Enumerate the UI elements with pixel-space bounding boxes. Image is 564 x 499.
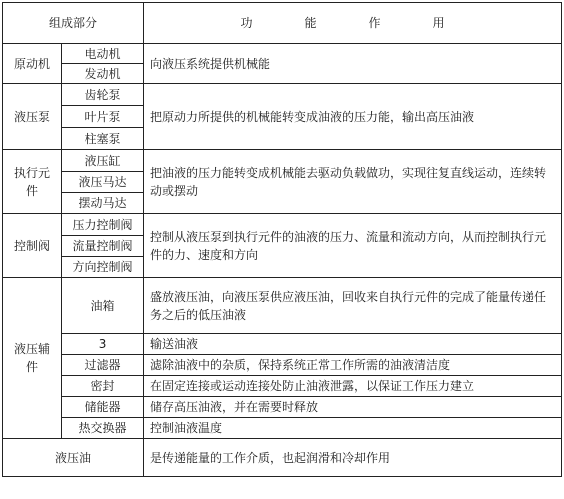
part-cell: 密封	[62, 376, 144, 397]
desc-cell: 是传递能量的工作介质，也起润滑和冷却作用	[144, 439, 562, 477]
group-cell: 原动机	[3, 44, 62, 84]
desc-cell: 在固定连接或运动连接处防止油液泄露，以保证工作压力建立	[144, 376, 562, 397]
header-function: 功 能 作 用	[144, 3, 562, 44]
desc-cell: 向液压系统提供机械能	[144, 44, 562, 84]
desc-cell: 储存高压油液，并在需要时释放	[144, 397, 562, 418]
table-row	[3, 355, 562, 376]
header-row	[3, 3, 562, 44]
table-row	[3, 397, 562, 418]
part-cell: 摆动马达	[62, 193, 144, 214]
table-row	[3, 150, 562, 172]
part-cell: 过滤器	[62, 355, 144, 376]
part-cell: 储能器	[62, 397, 144, 418]
part-cell: 齿轮泵	[62, 84, 144, 106]
group-cell: 控制阀	[3, 214, 62, 278]
table-row	[3, 278, 562, 334]
part-cell: 压力控制阀	[62, 214, 144, 236]
desc-cell: 控制油液温度	[144, 418, 562, 439]
desc-cell: 控制从液压泵到执行元件的油液的压力、流量和流动方向，从而控制执行元件的力、速度和方向	[144, 214, 562, 278]
header-components: 组成部分	[3, 3, 144, 44]
part-cell: 电动机	[62, 44, 144, 64]
desc-cell: 滤除油液中的杂质，保持系统正常工作所需的油液清洁度	[144, 355, 562, 376]
part-cell: 发动机	[62, 64, 144, 84]
table-row	[3, 44, 562, 64]
components-table	[2, 2, 562, 477]
part-cell: 油箱	[62, 278, 144, 334]
desc-cell: 输送油液	[144, 334, 562, 355]
part-cell: 柱塞泵	[62, 128, 144, 150]
desc-cell: 盛放液压油，向液压泵供应液压油，回收来自执行元件的完成了能量传递任务之后的低压油液	[144, 278, 562, 334]
part-cell: 液压马达	[62, 172, 144, 193]
group-cell: 执行元件	[3, 150, 62, 214]
table-row	[3, 214, 562, 236]
desc-cell: 把油液的压力能转变成机械能去驱动负载做功，实现往复直线运动，连续转动或摆动	[144, 150, 562, 214]
part-cell: 热交换器	[62, 418, 144, 439]
part-cell: 3	[62, 334, 144, 355]
group-cell: 液压油	[3, 439, 144, 477]
table-row	[3, 334, 562, 355]
table-row	[3, 439, 562, 477]
part-cell: 流量控制阀	[62, 236, 144, 257]
table-row	[3, 84, 562, 106]
table-row	[3, 418, 562, 439]
group-cell: 液压辅件	[3, 278, 62, 439]
part-cell: 液压缸	[62, 150, 144, 172]
group-cell: 液压泵	[3, 84, 62, 150]
desc-cell: 把原动力所提供的机械能转变成油液的压力能，输出高压油液	[144, 84, 562, 150]
part-cell: 叶片泵	[62, 106, 144, 128]
part-cell: 方向控制阀	[62, 257, 144, 278]
table-row	[3, 376, 562, 397]
